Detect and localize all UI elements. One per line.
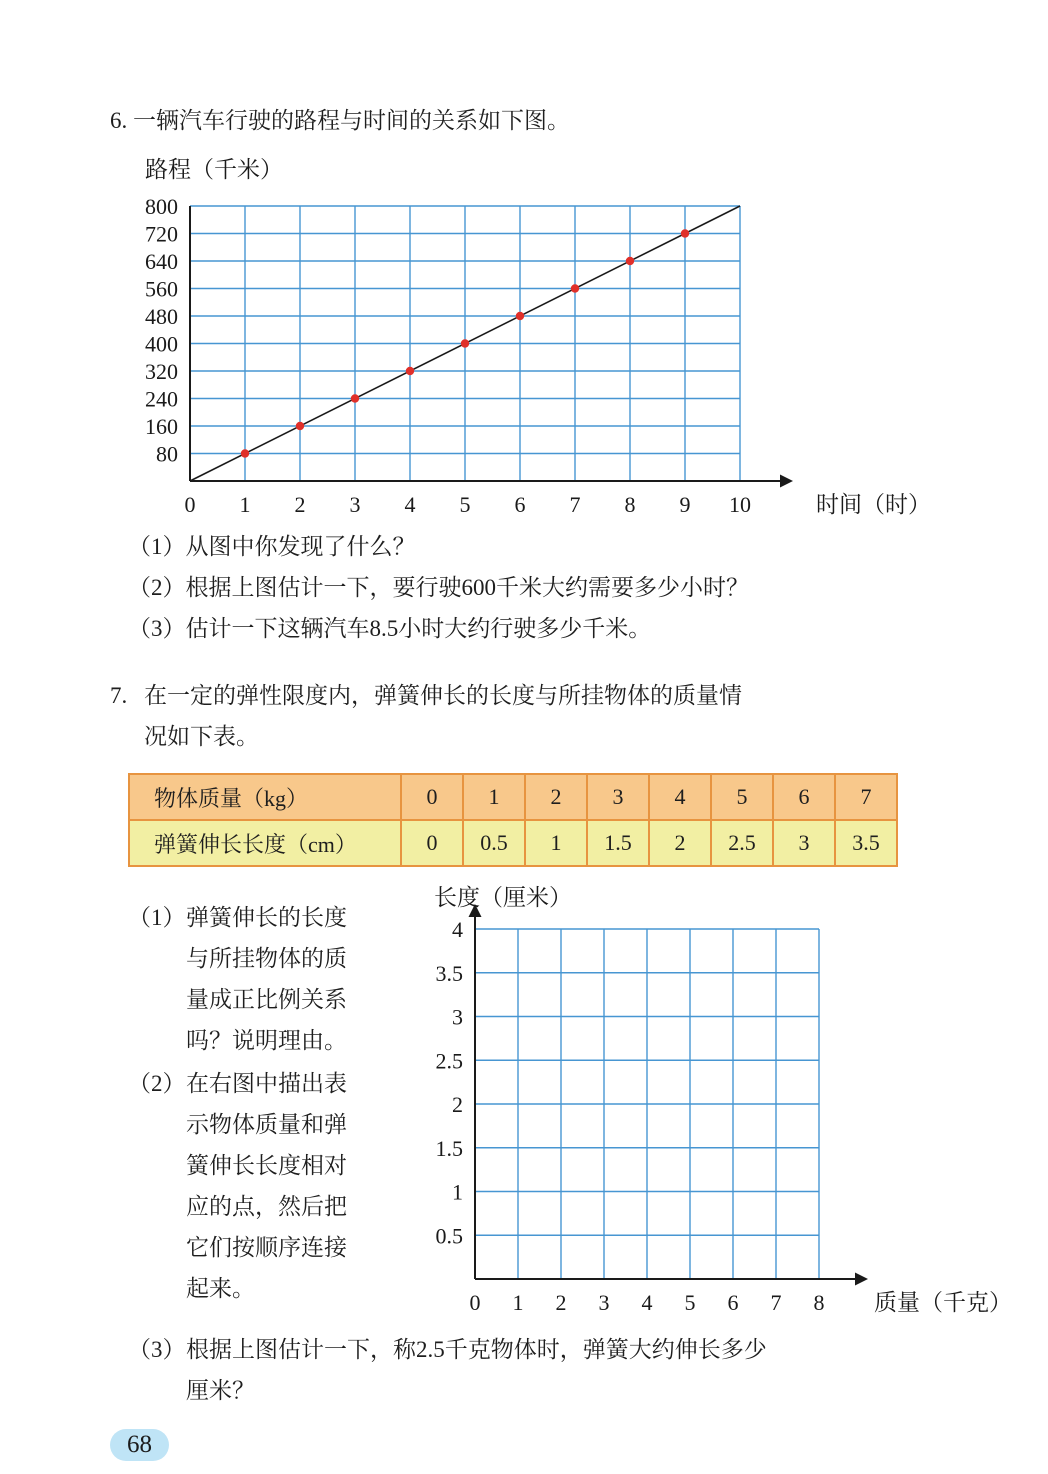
y-tick-label: 3.5 bbox=[435, 960, 463, 986]
x-tick-label: 6 bbox=[514, 492, 526, 517]
x-tick-label: 6 bbox=[727, 1290, 739, 1315]
y-axis-label: 长度（厘米） bbox=[434, 885, 572, 910]
x-tick-label: 9 bbox=[679, 492, 691, 517]
y-tick-label: 160 bbox=[145, 414, 178, 439]
data-point bbox=[461, 339, 469, 347]
data-point bbox=[296, 422, 304, 430]
x-tick-label: 4 bbox=[641, 1290, 653, 1315]
y-axis-label: 路程（千米） bbox=[145, 157, 283, 182]
table-cell: 1.5 bbox=[587, 820, 649, 866]
table-cell: 6 bbox=[773, 774, 835, 820]
table-cell: 2.5 bbox=[711, 820, 773, 866]
x-tick-label: 3 bbox=[598, 1290, 610, 1315]
data-point bbox=[351, 394, 359, 402]
x-tick-label: 3 bbox=[349, 492, 361, 517]
question-7-sub-1 bbox=[128, 897, 430, 1061]
table-cell: 2 bbox=[525, 774, 587, 820]
x-axis-label: 时间（时） bbox=[816, 492, 931, 517]
question-7-left-column bbox=[128, 897, 430, 1311]
distance-time-chart bbox=[95, 151, 1008, 526]
distance-time-chart-svg bbox=[95, 151, 945, 526]
table-cell: 4 bbox=[649, 774, 711, 820]
x-tick-label: 1 bbox=[239, 492, 251, 517]
question-7-title bbox=[110, 675, 1008, 757]
question-7-sub-2 bbox=[128, 1063, 430, 1309]
x-tick-label: 0 bbox=[469, 1290, 481, 1315]
table-row-label: 弹簧伸长长度（cm） bbox=[129, 820, 401, 866]
y-tick-label: 3 bbox=[452, 1004, 463, 1030]
y-tick-label: 1 bbox=[452, 1179, 463, 1205]
x-tick-label: 5 bbox=[459, 492, 471, 517]
y-tick-label: 800 bbox=[145, 194, 178, 219]
sub-2-text: 在右图中描出表 示物体质量和弹 簧伸长长度相对 应的点，然后把 它们按顺序连接 起来。 bbox=[186, 1071, 347, 1301]
table-row bbox=[129, 820, 897, 866]
x-tick-label: 1 bbox=[512, 1290, 524, 1315]
table-row-label: 物体质量（kg） bbox=[129, 774, 401, 820]
data-point bbox=[241, 449, 249, 457]
table-cell: 7 bbox=[835, 774, 897, 820]
data-point bbox=[571, 284, 579, 292]
question-6-title: 6. 一辆汽车行驶的路程与时间的关系如下图。 bbox=[110, 108, 570, 133]
sub-1-text: 弹簧伸长的长度 与所挂物体的质 量成正比例关系 吗？说明理由。 bbox=[186, 905, 347, 1053]
data-point bbox=[681, 229, 689, 237]
y-tick-label: 4 bbox=[452, 917, 463, 942]
y-tick-label: 2.5 bbox=[435, 1048, 463, 1074]
y-tick-label: 80 bbox=[156, 441, 178, 467]
table-cell: 2 bbox=[649, 820, 711, 866]
y-tick-label: 240 bbox=[145, 386, 178, 412]
x-tick-label: 4 bbox=[404, 492, 416, 517]
table-cell: 1 bbox=[525, 820, 587, 866]
x-tick-label: 8 bbox=[813, 1290, 825, 1315]
x-tick-label: 2 bbox=[294, 492, 306, 517]
sub-3-text: 根据上图估计一下，称2.5千克物体时，弹簧大约伸长多少 厘米？ bbox=[186, 1337, 767, 1403]
table-cell: 3 bbox=[587, 774, 649, 820]
x-tick-label: 10 bbox=[729, 492, 751, 517]
question-6-subquestions bbox=[128, 526, 1008, 649]
y-tick-label: 480 bbox=[145, 304, 178, 329]
y-tick-label: 0.5 bbox=[435, 1223, 463, 1249]
table-cell: 3.5 bbox=[835, 820, 897, 866]
table-cell: 3 bbox=[773, 820, 835, 866]
table-row bbox=[129, 774, 897, 820]
x-tick-label: 7 bbox=[770, 1290, 782, 1315]
mass-length-chart bbox=[430, 883, 1020, 1321]
y-tick-label: 640 bbox=[145, 249, 178, 274]
data-point bbox=[406, 367, 414, 375]
data-point bbox=[516, 312, 524, 320]
spring-table-body bbox=[129, 774, 897, 866]
y-tick-label: 400 bbox=[145, 331, 178, 357]
table-cell: 0 bbox=[401, 820, 463, 866]
question-6-sub-1: （1）从图中你发现了什么？ bbox=[128, 534, 416, 559]
question-7-body bbox=[110, 883, 1012, 1321]
page-number: 68 bbox=[127, 1431, 152, 1458]
sub-3-marker: （3） bbox=[128, 1337, 186, 1362]
sub-1-marker: （1） bbox=[128, 905, 186, 930]
y-tick-label: 2 bbox=[452, 1092, 463, 1117]
x-axis-arrow-icon bbox=[780, 475, 793, 488]
table-cell: 0.5 bbox=[463, 820, 525, 866]
question-6-sub-3: （3）估计一下这辆汽车8.5小时大约行驶多少千米。 bbox=[128, 616, 652, 641]
y-tick-label: 560 bbox=[145, 276, 178, 302]
mass-length-chart-svg bbox=[430, 883, 1020, 1321]
sub-2-marker: （2） bbox=[128, 1071, 186, 1096]
table-cell: 0 bbox=[401, 774, 463, 820]
question-6-section bbox=[110, 100, 1008, 649]
question-7-section bbox=[110, 675, 1012, 1411]
question-7-sub-3 bbox=[128, 1329, 1008, 1411]
data-point bbox=[626, 257, 634, 265]
table-cell: 1 bbox=[463, 774, 525, 820]
question-6-sub-2: （2）根据上图估计一下，要行驶600千米大约需要多少小时？ bbox=[128, 575, 749, 600]
x-axis-arrow-icon bbox=[855, 1273, 868, 1286]
y-tick-label: 720 bbox=[145, 221, 178, 247]
y-tick-label: 320 bbox=[145, 359, 178, 384]
page-number-badge bbox=[110, 1429, 169, 1461]
x-tick-label: 8 bbox=[624, 492, 636, 517]
x-tick-label: 7 bbox=[569, 492, 581, 517]
table-cell: 5 bbox=[711, 774, 773, 820]
spring-data-table bbox=[128, 773, 898, 867]
question-7-number: 7. bbox=[110, 683, 128, 708]
x-tick-label: 0 bbox=[184, 492, 196, 517]
x-tick-label: 2 bbox=[555, 1290, 567, 1315]
x-tick-label: 5 bbox=[684, 1290, 696, 1315]
y-tick-label: 1.5 bbox=[435, 1135, 463, 1161]
question-7-title-text: 在一定的弹性限度内，弹簧伸长的长度与所挂物体的质量情 况如下表。 bbox=[144, 683, 742, 749]
x-axis-label: 质量（千克） bbox=[874, 1290, 1012, 1315]
